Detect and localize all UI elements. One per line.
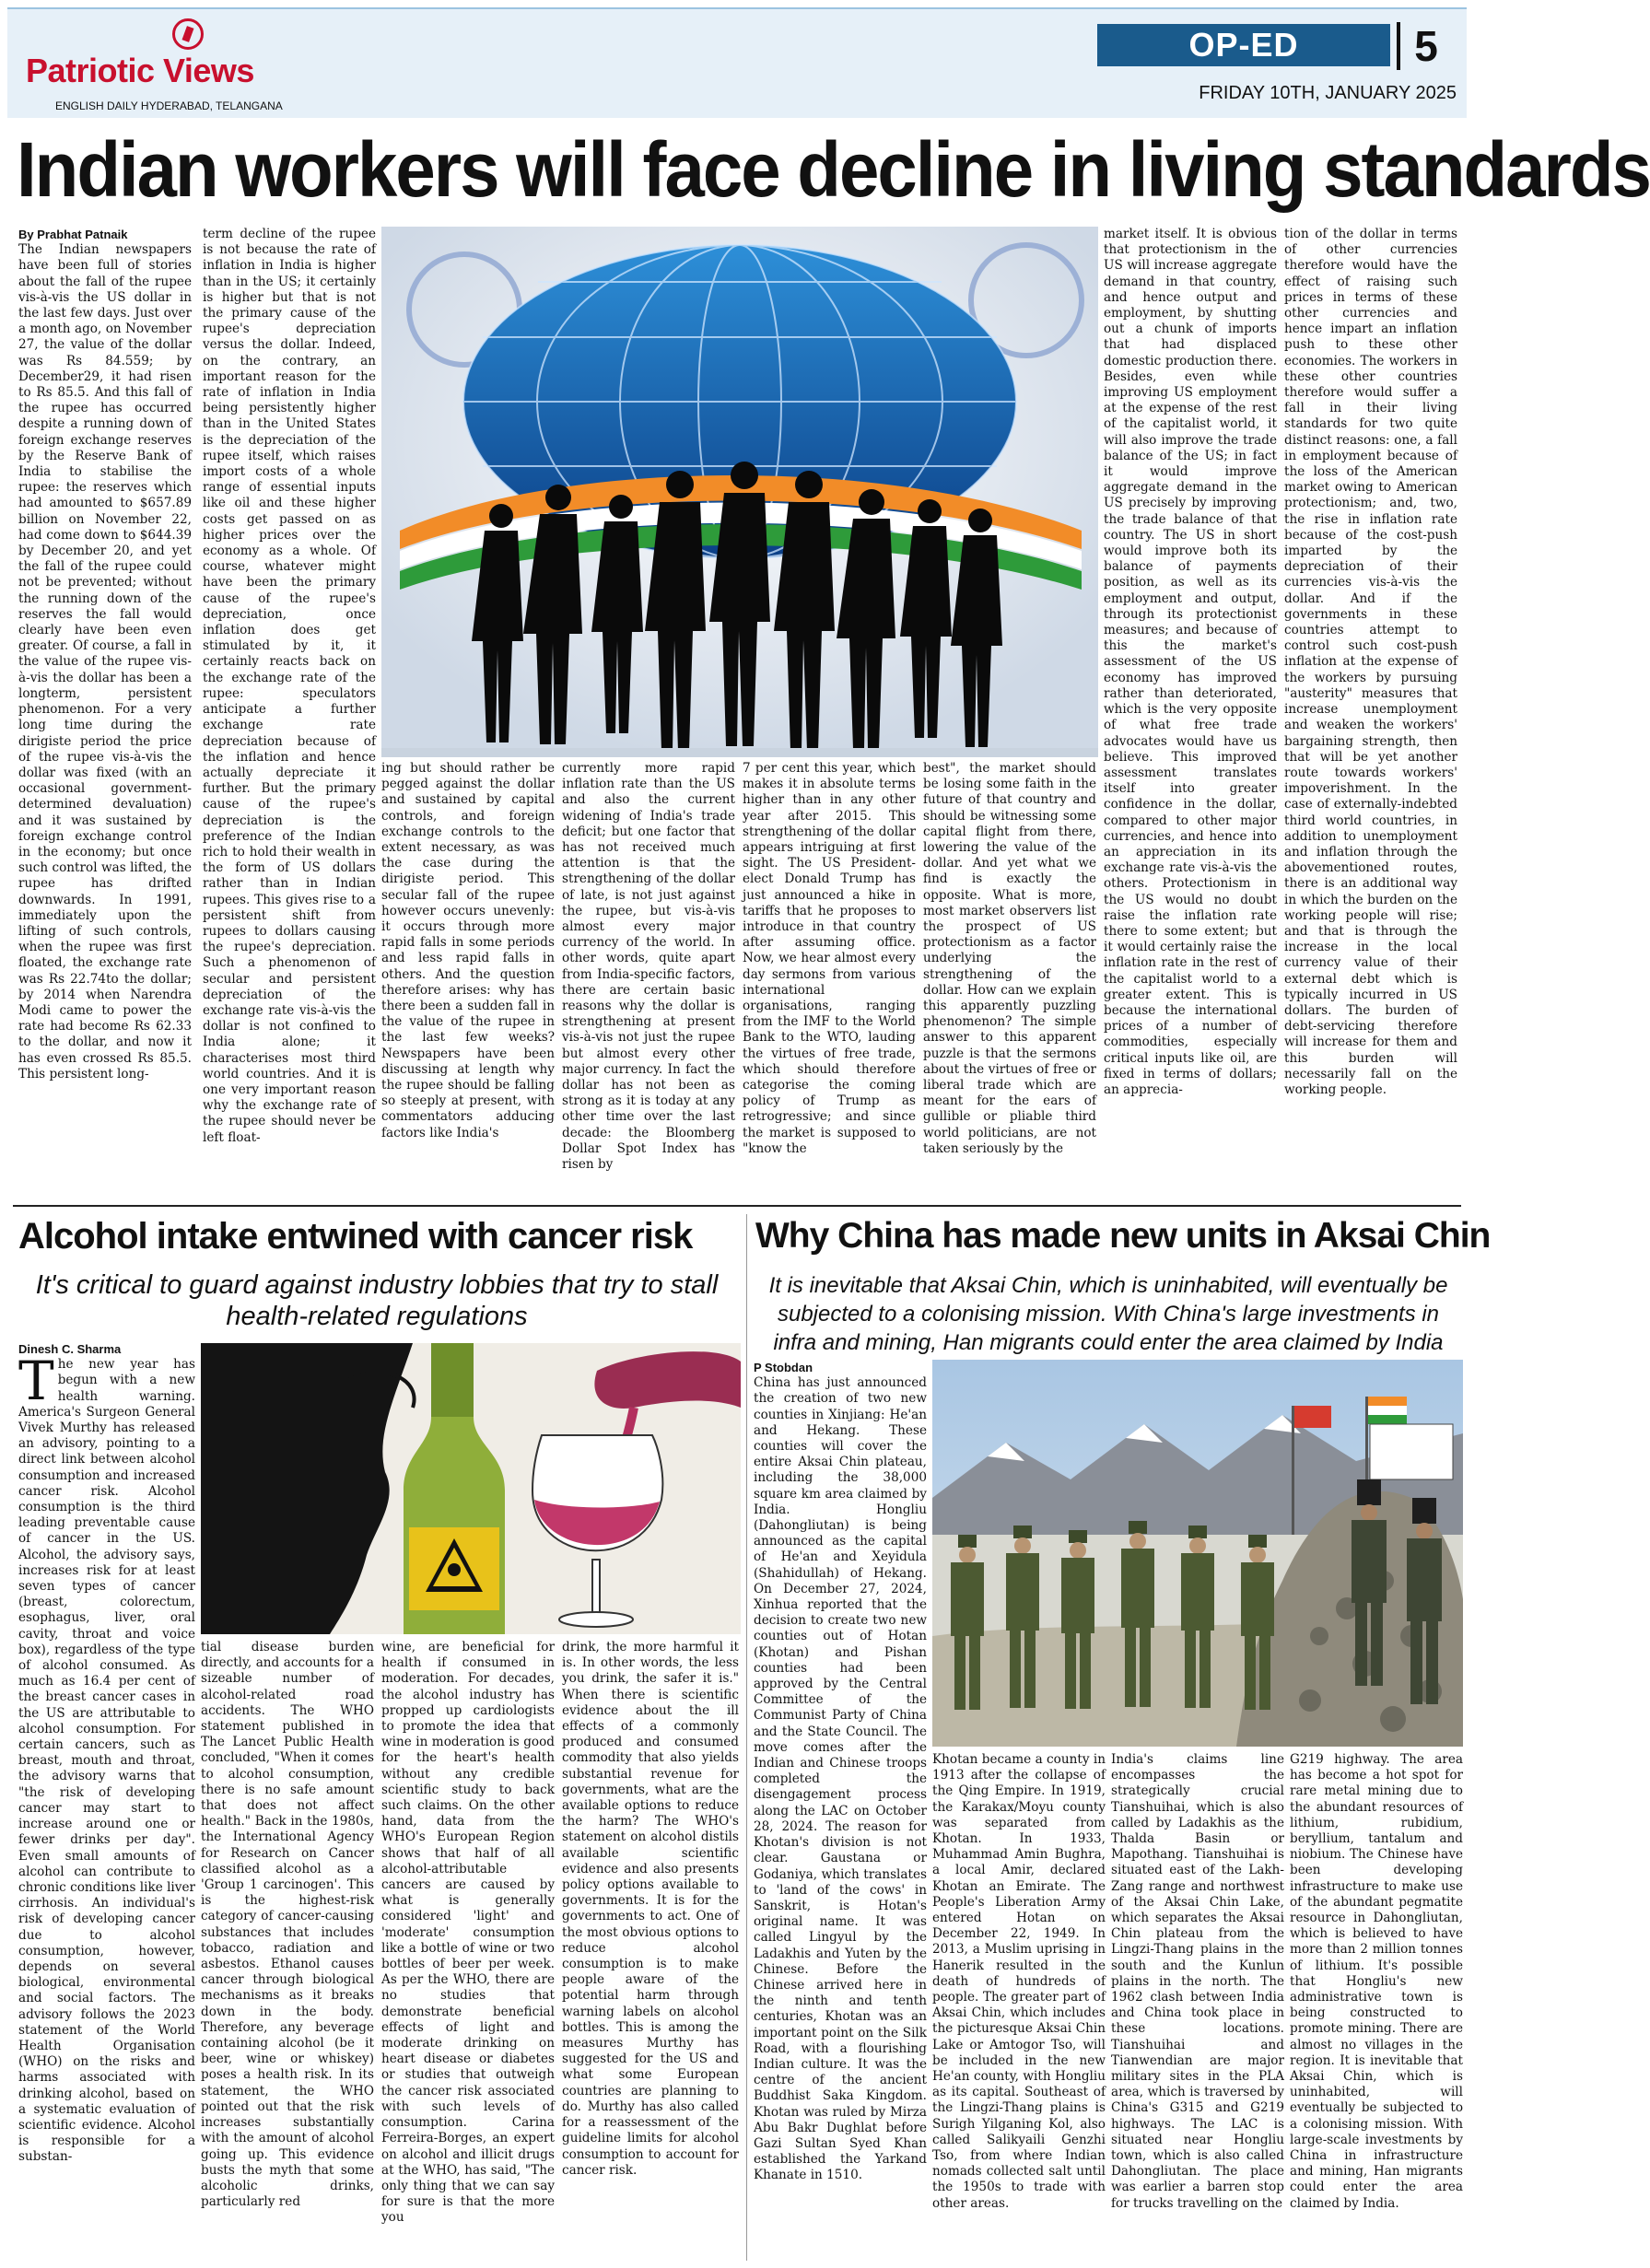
article2-byline: Dinesh C. Sharma [18,1342,122,1356]
page-number: 5 [1397,22,1452,70]
article2-column-3 [381,1640,555,2261]
article3-column-4-text: G219 highway. The area has become a hot spot for rare metal mining due to the abundant resources of lithium, rubidium, beryllium, tantalum and niobium. The Chinese have been developing infrastructure to make use of the abundant pegmatite resource in Dahongliutan, which is believed to have more than 2 million tonnes of lithium. It's possible that Hongliu's new administrative town is being constructed to promote mining. There are almost no villages in the region. It is inevitable that Aksai Chin, which is uninhabited, will eventually be subjected to a colonising mission. With large-scale investments by China in infrastructure and mining, Han migrants could enter the area claimed by India. [1290,1752,1463,2211]
article1-image [381,227,1098,757]
article1-column-7 [1104,227,1277,1198]
masthead [7,7,1467,118]
wine-bottle-poison-illustration [201,1343,741,1634]
article1-byline: By Prabhat Patnaik [18,228,128,241]
article1-column-4-text: currently more rapid inflation rate than the US and also the current widening of India's trade deficit; but one factor that has not received much attention is that the strengthening of the dollar of late, is not just against the rupee, but vis-à-vis almost every major currency of the world. In other words, quite apart from India-specific factors, there are certain basic reasons why the dollar is strengthening at present vis-à-vis not just the rupee but almost every other major currency. In fact the dollar has not been as strong as it is today at any other time over the last decade: the Bloomberg Dollar Spot Index has risen by [562,761,735,1173]
article1-column-8 [1284,227,1457,1198]
article2-column-2-text: tial disease burden directly, and accounts for a sizeable number of alcohol-related road accidents. The WHO statement published in The Lancet Public Health concluded, "When it comes to alcohol consumption, there is no safe amount that does not affect health." Back in the 1980s, the International Agency for Research on Cancer classified alcohol as a 'Group 1 carcinogen'. This is the highest-risk category of cancer-causing substances that includes tobacco, radiation and asbestos. Ethanol causes cancer through biological mechanisms as it breaks down in the body. Therefore, any beverage containing alcohol (be it beer, wine or whiskey) poses a health risk. In its statement, the WHO pointed out that the risk increases substantially with the amount of alcohol going up. This evidence busts the myth that some alcoholic drinks, particularly red [201,1640,374,2210]
article1-column-8-text: tion of the dollar in terms of other currencies therefore would have the effect of raising such prices in terms of these other currencies and hence impart an inflation push to these other economies. The workers in these other countries therefore would suffer a fall in their living standards for two quite distinct reasons: one, a fall in employment because of the loss of the American market owing to American protectionism; and, two, the rise in inflation rate because of the cost-push imparted by the depreciation of their currencies vis-à-vis the dollar. And if the governments in these countries attempt to control such cost-push inflation at the expense of the workers by pursuing "austerity" measures that increase unemployment and weaken the workers' bargaining strength, then that will be yet another route towards workers' impoverishment. In the case of externally-indebted third world countries, in addition to unemployment and inflation through the abovementioned routes, there is an additional way in which the burden on the working people will rise; and that is through the increase in the local currency value of their external debt which is typically incurred in US dollars. The burden of debt-servicing therefore will increase for them and this burden will necessarily fall on the working people. [1284,227,1457,1097]
article3-column-4 [1290,1752,1463,2261]
article3-byline: P Stobdan [754,1361,813,1374]
article3-column-1 [754,1360,927,2261]
article2-headline[interactable]: Alcohol intake entwined with cancer risk [18,1216,693,1257]
logo[interactable] [20,15,334,116]
article1-column-7-text: market itself. It is obvious that protectionism in the US will increase aggregate demand in that country, and hence output and employment, by shutting out a chunk of imports that had displaced domestic production there. Besides, even while improving US employment at the expense of the rest of the capitalist world, it will also improve the trade balance of the US; in fact it would improve aggregate demand in the US precisely by improving the trade balance of that country. The US in short would improve both its balance of payments position, as well as its employment and output, through its protectionist measures; and because of this the market's assessment of the US economy has improved rather than deteriorated, which is the very opposite of what free trade advocates would have us believe. This improved assessment translates itself into greater confidence in the dollar, compared to other major currencies, and hence into an appreciation in its exchange rate vis-à-vis the others. Protectionism in the US would no doubt raise the inflation rate there to some extent; but it would certainly raise the inflation rate in the rest of the capitalist world to a greater extent. This is because the international prices of a number of commodities, especially critical inputs like oil, are fixed in terms of dollars; an apprecia- [1104,227,1277,1097]
article3-column-2 [932,1752,1106,2261]
section-label: OP-ED [1097,24,1390,66]
article3-column-2-text: Khotan became a county in 1913 after the collapse of the Qing Empire. In 1919, the Karakax/Moyu county was separated from Khotan. In 1933, Muhammad Amin Bughra, a local Amir, declared Khotan an Emirate. The People's Liberation Army entered Hotan on December 22, 1949. In 2013, a Muslim uprising in Hanerik resulted in the death of hundreds of people. The greater part of Aksai Chin, which includes the picturesque Aksai Chin Lake or Amtogor Tso, will be included in the new He'an county, with Hongliu as its capital. Southeast of the Lingzi-Thang plains is Surigh Yilganing Kol, also called Salikyaili Genzhi Tso, from where Indian nomads collected salt until the 1950s to trade with other areas. [932,1752,1106,2211]
article1-column-6-text: best", the market should be losing some faith in the future of that country and should be witnessing some capital flight from there, lowering the value of the dollar. And yet what we find is exactly the opposite. What is more, most market observers list the prospect of US protectionism as a factor underlying the strengthening of the dollar. How can we explain this apparently puzzling phenomenon? The simple answer to this apparent puzzle is that the sermons about the virtues of free or liberal trade which are meant for the ears of gullible or pliable third world politicians, are not taken seriously by the [923,761,1096,1156]
article1-column-3-text: ing but should rather be pegged against the dollar and sustained by capital controls, and foreign exchange controls to the extent necessary, as was the case during the dirigiste period. This secular fall of the rupee however occurs unevenly: it occurs through more rapid falls in some periods and less rapid falls in others. And the question therefore arises: why has there been a sudden fall in the value of the rupee in the last few weeks? Newspapers have been discussing at length why the rupee should be falling so steeply at present, with commentators adducing factors like India's [381,761,555,1140]
article3-column-1-text: China has just announced the creation of two new counties in Xinjiang: He'an and Hekang. These counties will cover the entire Aksai Chin plateau, including the 38,000 square km area claimed by India. Hongliu (Dahongliutan) is being announced as the capital of He'an and Xeyidula (Shahidullah) of Hekang. On December 27, 2024, Xinhua reported that the decision to create two new counties out of Hotan (Khotan) and Pishan counties had been approved by the Central Committee of the Communist Party of China and the State Council. The move comes after the Indian and Chinese troops completed the disengagement process along the LAC on October 28, 2024. The reason for Khotan's division is not clear. Gaustana or Godaniya, which translates to 'land of the cows' in Sanskrit, is Hotan's original name. It was called Lingyul by the Ladakhis and Yuten by the Chinese. Before the Chinese arrived here in the ninth and tenth centuries, Khotan was an important point on the Silk Road, with a flourishing Indian culture. It was the centre of the ancient Buddhist Saka Kingdom. Khotan was ruled by Mirza Abu Bakr Dughlat before Gazi Sultan Syed Khan established the Yarkand Khanate in 1510. [754,1375,927,2183]
main-headline[interactable]: Indian workers will face decline in living standards [17,125,1650,214]
article1-column-1-text: The Indian newspapers have been full of stories about the fall of the rupee vis-à-vis the US dollar in the last few days. Just over a month ago, on November 27, the value of the dollar was Rs 84.559; by December29, it had risen to Rs 85.5. And this fall of the rupee has occurred despite a running down of foreign exchange reserves by the Reserve Bank of India to stabilise the rupee: the reserves which had amounted to $657.89 billion on November 22, had come down to $644.39 by December 20, and yet the fall of the rupee could not be prevented; without the running down of the reserves the fall would clearly have been even greater. Of course, a fall in the value of the rupee vis-à-vis the dollar has been a longterm, persistent phenomenon. For a very long time during the dirigiste period the price of the rupee vis-à-vis the dollar was fixed (with an occasional government-determined devaluation) and it was sustained by foreign exchange control in the economy; but once such control was lifted, the rupee has drifted downwards. In 1991, immediately upon the lifting of such controls, when the rupee was first floated, the exchange rate was Rs 22.74to the dollar; by 2014 when Narendra Modi came to power the rate had become Rs 62.33 to the dollar, and now it has even crossed Rs 85.5. This persistent long- [18,242,192,1081]
column-divider [746,1214,747,2261]
logo-text: Patriotic Views [26,52,254,89]
article2-column-4-text: drink, the more harmful it is. In other words, the less you drink, the safer it is." When there is scientific evidence about the ill effects of a commonly produced and consumed commodity that also yields substantial revenue for governments, what are the available options to reduce the harm? The WHO's statement on alcohol distils available scientific evidence and also presents policy options available to governments. It is for the governments to act. One of the most obvious options to reduce alcohol consumption is to make people aware of the potential harm through warning labels on alcohol bottles. This is among the measures Murthy has suggested for the US and what some European countries are planning to do. Murthy has also called for a reassessment of the guideline limits for alcohol consumption to account for cancer risk. [562,1640,739,2178]
article1-column-2 [203,227,376,1198]
dateline: FRIDAY 10TH, JANUARY 2025 [1199,83,1457,103]
article2-column-4 [562,1640,739,2261]
article1-column-5-text: 7 per cent this year, which makes it in absolute terms higher than in any other year after 2015. This strengthening of the dollar appears intriguing at first sight. The US President-elect Donald Trump has just announced a hike in tariffs that he proposes to introduce in that country after assuming office. Now, we hear almost every day sermons from various international organisations, ranging from the IMF to the World Bank to the WTO, lauding the virtues of free trade, which should therefore categorise the coming policy of Trump as retrogressive; and since the market is supposed to "know the [743,761,916,1156]
article2-column-1 [18,1341,195,2261]
article3-column-3 [1111,1752,1284,2261]
article1-column-2-text: term decline of the rupee is not because the rate of inflation in India is higher than in the US; it certainly is higher but that is not the primary cause of the rupee's depreciation versus the dollar. Indeed, on the contrary, an important reason for the rate of inflation in India being persistently higher than in the United States is the depreciation of the rupee itself, which raises import costs of a whole range of essential inputs like oil and these higher costs get passed on as higher prices over the economy as a whole. Of course, whatever might have been the primary cause of the rupee's depreciation, once inflation does get stimulated by it, it certainly reacts back on the exchange rate of the rupee: speculators anticipate a further exchange rate depreciation because of the inflation and hence actually depreciate it further. But the primary cause of the rupee's depreciation is the preference of the Indian rich to hold their wealth in the form of US dollars rather than in Indian rupees. This gives rise to a persistent shift from rupees to dollars causing the rupee's depreciation. Such a phenomenon of secular and persistent depreciation of the exchange rate vis-à-vis the dollar is not confined to India alone; it characterises most third world countries. And it is one very important reason why the exchange rate of the rupee should never be left float- [203,227,376,1145]
tagline: ENGLISH DAILY HYDERABAD, TELANGANA [55,99,283,112]
article1-column-1 [18,227,192,1198]
article3-headline[interactable]: Why China has made new units in Aksai Chin [755,1216,1491,1256]
article2-column-1-text: he new year has begun with a new health warning. America's Surgeon General Vivek Murthy has released an advisory, pointing to a direct link between alcohol consumption and increased cancer risk. Alcohol consumption is the third leading preventable cause of cancer in the US. Alcohol, the advisory says, increases risk for at least seven types of cancer (breast, colorectum, esophagus, liver, oral cavity, throat and voice box), regardless of the type of alcohol consumed. As much as 16.4 per cent of the breast cancer cases in the US are attributable to alcohol consumption. For certain cancers, such as breast, mouth and throat, the advisory warns that "the risk of developing cancer may start to increase around one or fewer drinks per day". Even small amounts of alcohol can contribute to chronic conditions like liver cirrhosis. An individual's risk of developing cancer due to alcohol consumption, however, depends on several biological, environmental and social factors. The advisory follows the 2023 statement of the World Health Organisation (WHO) on the risks and harms associated with drinking alcohol, based on a systematic evaluation of scientific evidence. Alcohol is responsible for a substan- [18,1357,195,2165]
article1-column-6 [923,761,1096,1198]
article2-column-3-text: wine, are beneficial for health if consumed in moderation. For decades, the alcohol industry has propped up cardiologists to promote the idea that wine in moderation is good for the heart's health without any credible scientific study to back such claims. On the other hand, data from the WHO's European Region shows that half of all alcohol-attributable cancers are caused by what is generally considered 'light' and 'moderate' consumption like a bottle of wine or two bottles of beer per week. As per the WHO, there are no studies that demonstrate beneficial effects of light and moderate drinking on heart disease or diabetes or studies that outweigh the cancer risk associated with such levels of consumption. Carina Ferreira-Borges, an expert on alcohol and illicit drugs at the WHO, has said, "The only thing that we can say for sure is that the more you [381,1640,555,2226]
article2-image [201,1343,741,1634]
article3-image [932,1360,1463,1747]
pen-emblem-icon [172,18,204,50]
article3-deck: It is inevitable that Aksai Chin, which is uninhabited, will eventually be subjected to a colonising mission. With China's large investments in infra and mining, Han migrants could enter the area claimed by India [768,1273,1448,1355]
section-divider [13,1205,1461,1207]
article3-column-3-text: India's claims line encompasses the strategically crucial Tianshuihai, which is also called by Ladakhis as the Thalda Basin or Mapothang. Tianshuihai is situated east of the Lakh-Zang range and northwest of the Aksai Chin Lake, which separates the Aksai Chin plateau from the Lingzi-Thang plains in the south and the Kunlun plains in the north. The 1962 clash between India and China took place in these locations. Tianshuihai and Tianwendian are major military sites in the PLA area, which is traversed by China's G315 and G219 highways. The LAC is situated near Hongliu town, which is also called Dahongliutan. The place was earlier a barren stop for trucks travelling on the [1111,1752,1284,2211]
business-people-globe-illustration [381,227,1098,757]
soldiers-at-border-photo [932,1360,1463,1747]
article1-column-4 [562,761,735,1198]
article1-column-3 [381,761,555,1198]
article1-column-5 [743,761,916,1198]
article2-column-2 [201,1640,374,2261]
article2-dropcap: T [18,1350,54,1413]
article2-deck: It's critical to guard against industry lobbies that try to stall health-related regulations [35,1270,719,1331]
